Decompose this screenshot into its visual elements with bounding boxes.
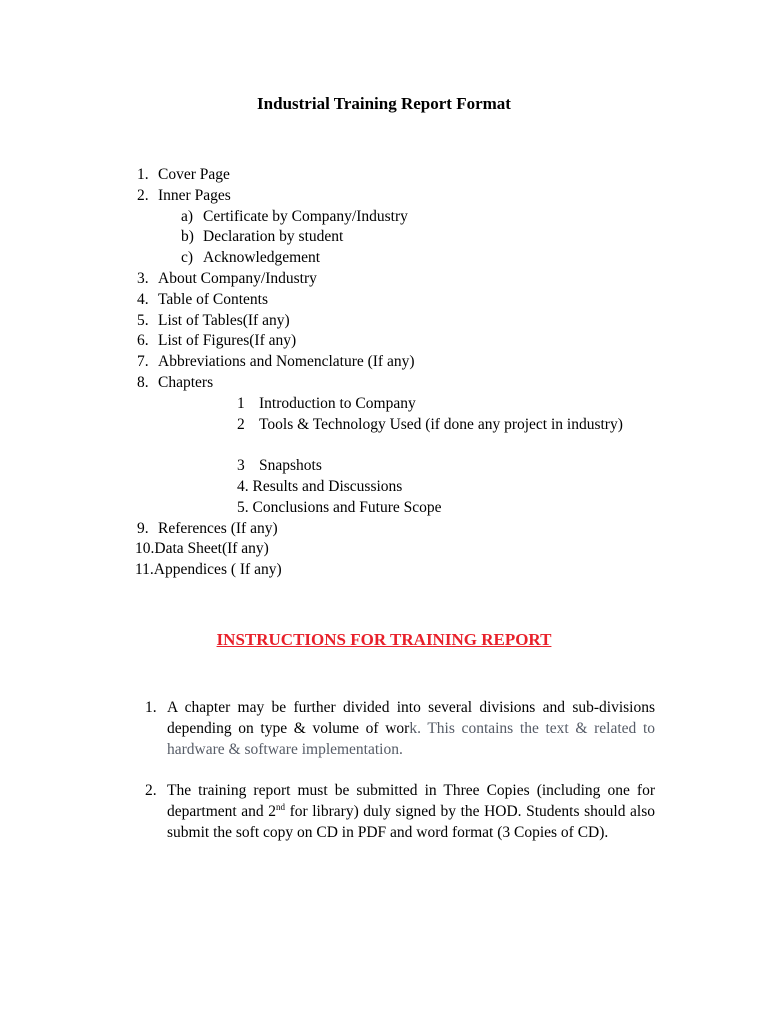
chapter-item	[0, 477, 768, 498]
list-item	[0, 269, 768, 290]
list-item-number: b)	[181, 228, 194, 246]
instruction-number: 1.	[145, 699, 157, 716]
list-item-number: 3.	[137, 269, 149, 287]
sub-list-item	[0, 227, 768, 248]
instruction-text-main: A chapter may be further divided into several divisions and sub-divisions depending on type & volume of wor	[167, 699, 655, 737]
list-item-text: List of Tables(If any)	[158, 311, 290, 329]
list-item-number: 8.	[137, 373, 149, 391]
list-item	[0, 373, 768, 394]
list-item	[0, 290, 768, 311]
instruction-item	[145, 698, 655, 760]
list-item-number: 5.	[137, 311, 149, 329]
table-of-contents-list	[0, 165, 768, 581]
superscript: nd	[276, 801, 286, 812]
list-item	[0, 519, 768, 540]
sub-list-item	[0, 248, 768, 269]
list-item-number: 1	[237, 394, 245, 412]
list-item	[0, 539, 768, 560]
list-item-text: Table of Contents	[158, 290, 268, 308]
list-item-text: 11.Appendices ( If any)	[135, 561, 282, 579]
instruction-text	[167, 781, 655, 843]
list-item	[0, 331, 768, 352]
instructions-heading: INSTRUCTIONS FOR TRAINING REPORT	[216, 630, 552, 649]
instruction-text-part-b: for library) duly signed by the HOD. Students should also submit the soft copy on CD in PDF and word format (3 Copies of CD).	[167, 802, 655, 841]
list-item-text: Inner Pages	[158, 186, 231, 204]
list-item-number: 1.	[137, 166, 149, 183]
list-item-text: 4. Results and Discussions	[237, 477, 403, 495]
list-item-text: Chapters	[158, 373, 214, 391]
instruction-text-grey: k. This contains the text & related to hardware & software implementation.	[167, 719, 655, 758]
list-item-text: References (If any)	[158, 519, 278, 537]
list-item-number: c)	[181, 249, 194, 267]
list-item-number: 9.	[137, 519, 149, 537]
list-item-number: a)	[181, 207, 194, 225]
list-item-text: Introduction to Company	[259, 394, 416, 412]
list-item	[0, 311, 768, 332]
list-item-text: About Company/Industry	[158, 269, 317, 287]
chapter-item	[0, 498, 768, 519]
list-item-number: 2.	[137, 186, 149, 204]
list-item	[0, 165, 768, 186]
chapter-item	[0, 415, 768, 457]
list-item-text: Acknowledgement	[203, 249, 321, 267]
chapter-item	[0, 394, 768, 415]
sub-list-item	[0, 207, 768, 228]
list-item-number: 4.	[137, 290, 149, 308]
list-item	[0, 560, 768, 581]
chapter-item	[0, 456, 768, 477]
list-item-text: Tools & Technology Used (if done any project in industry)	[259, 415, 623, 433]
document-title: Industrial Training Report Format	[257, 94, 511, 113]
list-item-text: Declaration by student	[203, 228, 344, 246]
list-item-text: Certificate by Company/Industry	[203, 207, 408, 225]
list-item-text: 5. Conclusions and Future Scope	[237, 498, 442, 516]
instruction-text	[167, 698, 655, 760]
instruction-text-part-a: The training report must be submitted in Three Copies (including one for department and 2	[167, 782, 655, 820]
list-item-number: 2	[237, 415, 245, 433]
list-item-text: List of Figures(If any)	[158, 332, 297, 350]
list-item-text: 10.Data Sheet(If any)	[135, 540, 269, 558]
list-item-number: 7.	[137, 353, 149, 371]
list-item-text: Abbreviations and Nomenclature (If any)	[158, 353, 415, 371]
instruction-item	[145, 781, 655, 843]
list-item	[0, 352, 768, 373]
list-item-number: 3	[237, 457, 245, 475]
list-item-text: Cover Page	[158, 166, 230, 183]
list-item-number: 6.	[137, 332, 149, 350]
list-item-text: Snapshots	[259, 457, 322, 475]
list-item	[0, 186, 768, 207]
instruction-number: 2.	[145, 782, 157, 799]
